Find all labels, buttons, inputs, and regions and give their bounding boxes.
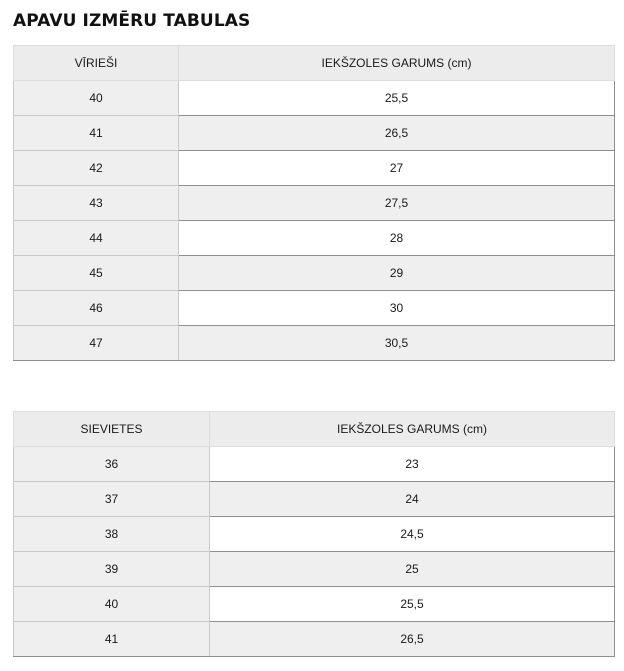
size-cell: 41 [14, 622, 210, 657]
insole-length-cell: 26,5 [210, 622, 615, 657]
table-row [14, 256, 615, 291]
table-row [14, 447, 615, 482]
size-column-header: SIEVIETES [14, 412, 210, 447]
insole-length-cell: 30 [179, 291, 615, 326]
size-cell: 40 [14, 81, 179, 116]
table-header-row [14, 412, 615, 447]
insole-length-cell: 25,5 [210, 587, 615, 622]
size-cell: 45 [14, 256, 179, 291]
size-cell: 37 [14, 482, 210, 517]
size-cell: 41 [14, 116, 179, 151]
insole-length-cell: 27,5 [179, 186, 615, 221]
insole-length-cell: 23 [210, 447, 615, 482]
table-row [14, 151, 615, 186]
insole-length-column-header: IEKŠZOLES GARUMS (cm) [210, 412, 615, 447]
page-title: APAVU IZMĒRU TABULAS [13, 11, 251, 31]
insole-length-cell: 25 [210, 552, 615, 587]
table-row [14, 552, 615, 587]
size-cell: 43 [14, 186, 179, 221]
size-cell: 44 [14, 221, 179, 256]
insole-length-cell: 24,5 [210, 517, 615, 552]
table-header-row [14, 46, 615, 81]
table-row [14, 326, 615, 361]
size-cell: 38 [14, 517, 210, 552]
insole-length-cell: 24 [210, 482, 615, 517]
size-cell: 40 [14, 587, 210, 622]
size-cell: 39 [14, 552, 210, 587]
table-row [14, 116, 615, 151]
table-row [14, 482, 615, 517]
table-row [14, 587, 615, 622]
size-column-header: VĪRIEŠI [14, 46, 179, 81]
table-row [14, 221, 615, 256]
size-cell: 36 [14, 447, 210, 482]
insole-length-cell: 29 [179, 256, 615, 291]
size-cell: 46 [14, 291, 179, 326]
insole-length-cell: 30,5 [179, 326, 615, 361]
men-size-table [13, 45, 615, 361]
insole-length-cell: 26,5 [179, 116, 615, 151]
women-size-table [13, 411, 615, 657]
insole-length-cell: 28 [179, 221, 615, 256]
size-cell: 42 [14, 151, 179, 186]
table-row [14, 186, 615, 221]
size-cell: 47 [14, 326, 179, 361]
table-row [14, 291, 615, 326]
table-row [14, 81, 615, 116]
table-row [14, 517, 615, 552]
table-row [14, 622, 615, 657]
insole-length-cell: 27 [179, 151, 615, 186]
insole-length-column-header: IEKŠZOLES GARUMS (cm) [179, 46, 615, 81]
insole-length-cell: 25,5 [179, 81, 615, 116]
